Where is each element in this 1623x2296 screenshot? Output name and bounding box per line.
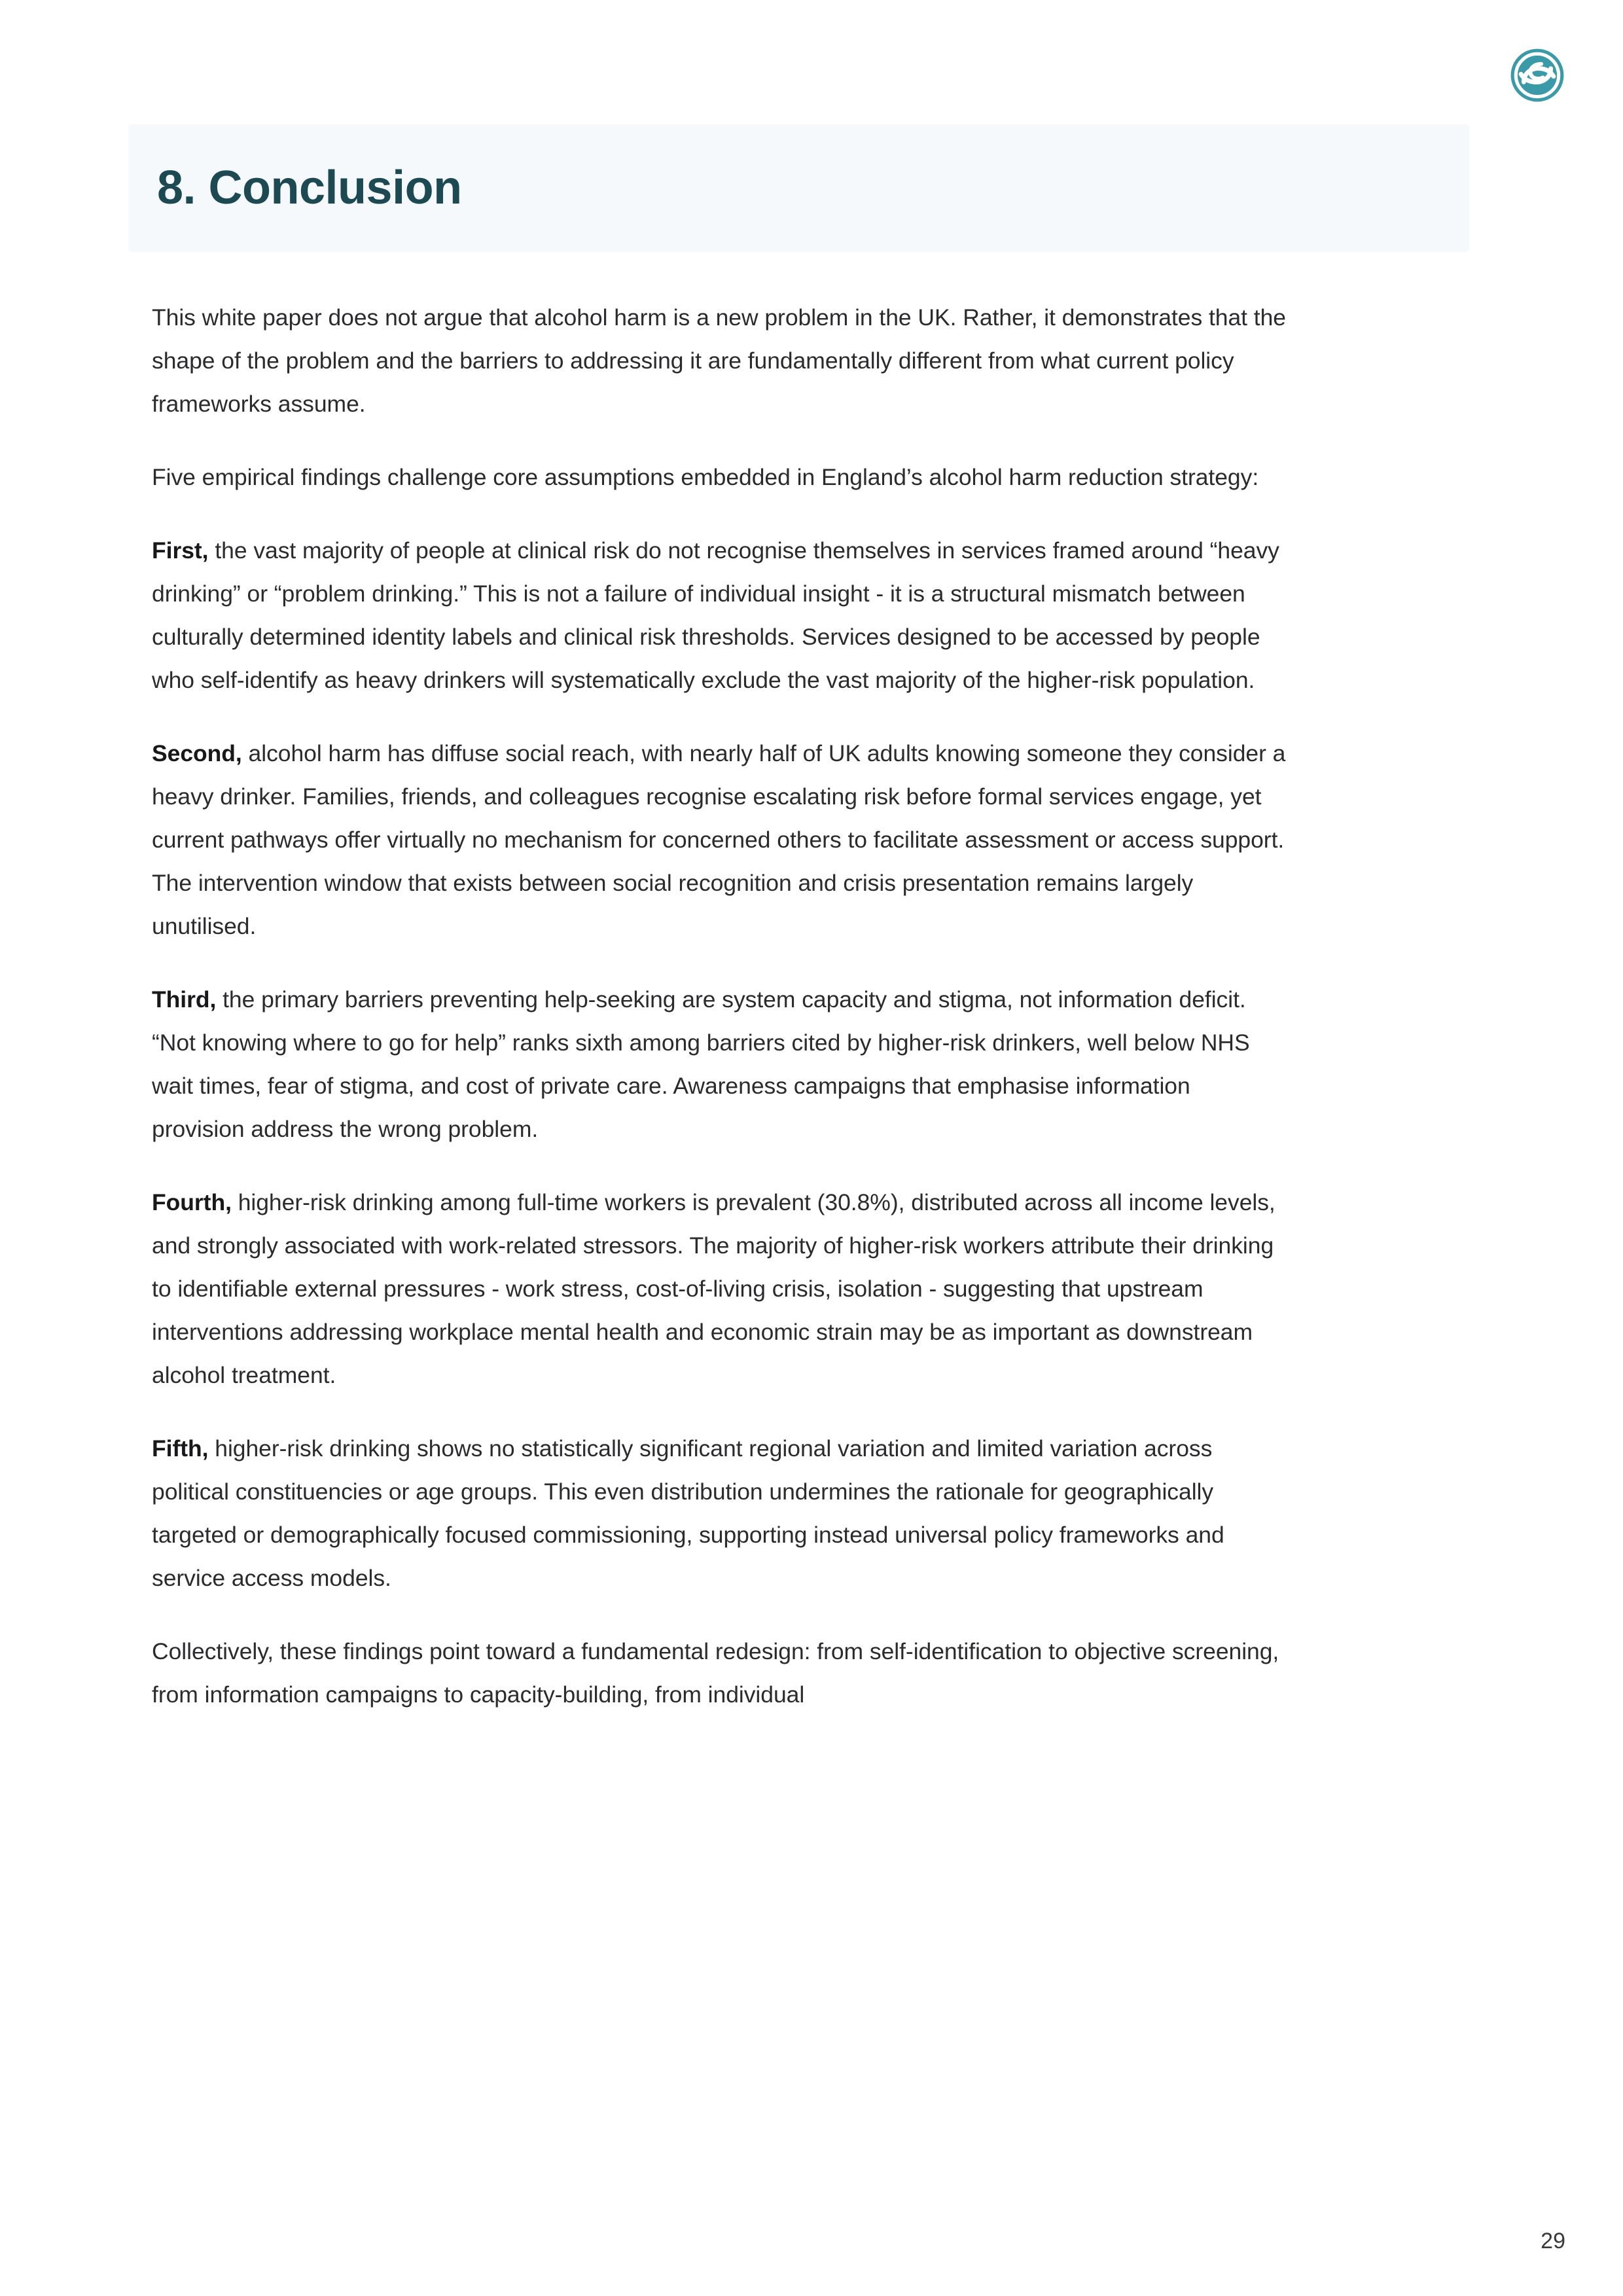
paragraph-text: higher-risk drinking among full-time workers is prevalent (30.8%), distributed across all income levels, and strongly associated with work-related stressors. The majority of higher-risk workers attribute their drinking to identifiable external pressures - work stress, cost-of-living crisis, isolation - suggesting that upstream interventions addressing workplace mental health and economic strain may be as important as downstream alcohol treatment.	[152, 1189, 1275, 1388]
paragraph	[152, 978, 1288, 1151]
paragraph-text: alcohol harm has diffuse social reach, with nearly half of UK adults knowing someone they consider a heavy drinker. Families, friends, and colleagues recognise escalating risk before formal services engage, yet current pathways offer virtually no mechanism for concerned others to facilitate assessment or access support. The intervention window that exists between social recognition and crisis presentation remains largely unutilised.	[152, 740, 1286, 939]
paragraph-text: higher-risk drinking shows no statistically significant regional variation and limited variation across political constituencies or age groups. This even distribution undermines the rationale for geographically targeted or demographically focused commissioning, supporting instead universal policy frameworks and service access models.	[152, 1435, 1224, 1591]
body-content	[152, 296, 1288, 1716]
paragraph-text: This white paper does not argue that alcohol harm is a new problem in the UK. Rather, it demonstrates that the shape of the problem and the barriers to addressing it are fundamentally different from what current policy frameworks assume.	[152, 304, 1286, 417]
brand-logo	[1509, 47, 1565, 103]
paragraph-text: Five empirical findings challenge core assumptions embedded in England’s alcohol harm reduction strategy:	[152, 464, 1259, 490]
circular-swoosh-logo	[1509, 47, 1565, 103]
paragraph-lead: Fifth,	[152, 1435, 209, 1462]
paragraph-lead: Second,	[152, 740, 242, 766]
paragraph-lead: Fourth,	[152, 1189, 232, 1215]
paragraph	[152, 456, 1288, 499]
page-title: 8. Conclusion	[157, 161, 462, 214]
section-heading-banner	[128, 124, 1469, 252]
paragraph	[152, 1181, 1288, 1397]
paragraph-lead: First,	[152, 537, 209, 564]
paragraph	[152, 1427, 1288, 1600]
page-number: 29	[1541, 2229, 1565, 2253]
paragraph-text: the vast majority of people at clinical risk do not recognise themselves in services framed around “heavy drinking” or “problem drinking.” This is not a failure of individual insight - it is a structural mismatch between culturally determined identity labels and clinical risk thresholds. Services designed to be accessed by people who self-identify as heavy drinkers will systematically exclude the vast majority of the higher-risk population.	[152, 537, 1279, 693]
paragraph	[152, 732, 1288, 948]
paragraph-text: Collectively, these findings point toward a fundamental redesign: from self-identification to objective screening, from information campaigns to capacity-building, from individual	[152, 1638, 1279, 1708]
paragraph	[152, 529, 1288, 702]
paragraph-text: the primary barriers preventing help-seeking are system capacity and stigma, not information deficit. “Not knowing where to go for help” ranks sixth among barriers cited by higher-risk drinkers, well below NHS wait times, fear of stigma, and cost of private care. Awareness campaigns that emphasise information provision address the wrong problem.	[152, 986, 1250, 1142]
paragraph	[152, 296, 1288, 425]
paragraph-lead: Third,	[152, 986, 217, 1013]
paragraph	[152, 1630, 1288, 1716]
